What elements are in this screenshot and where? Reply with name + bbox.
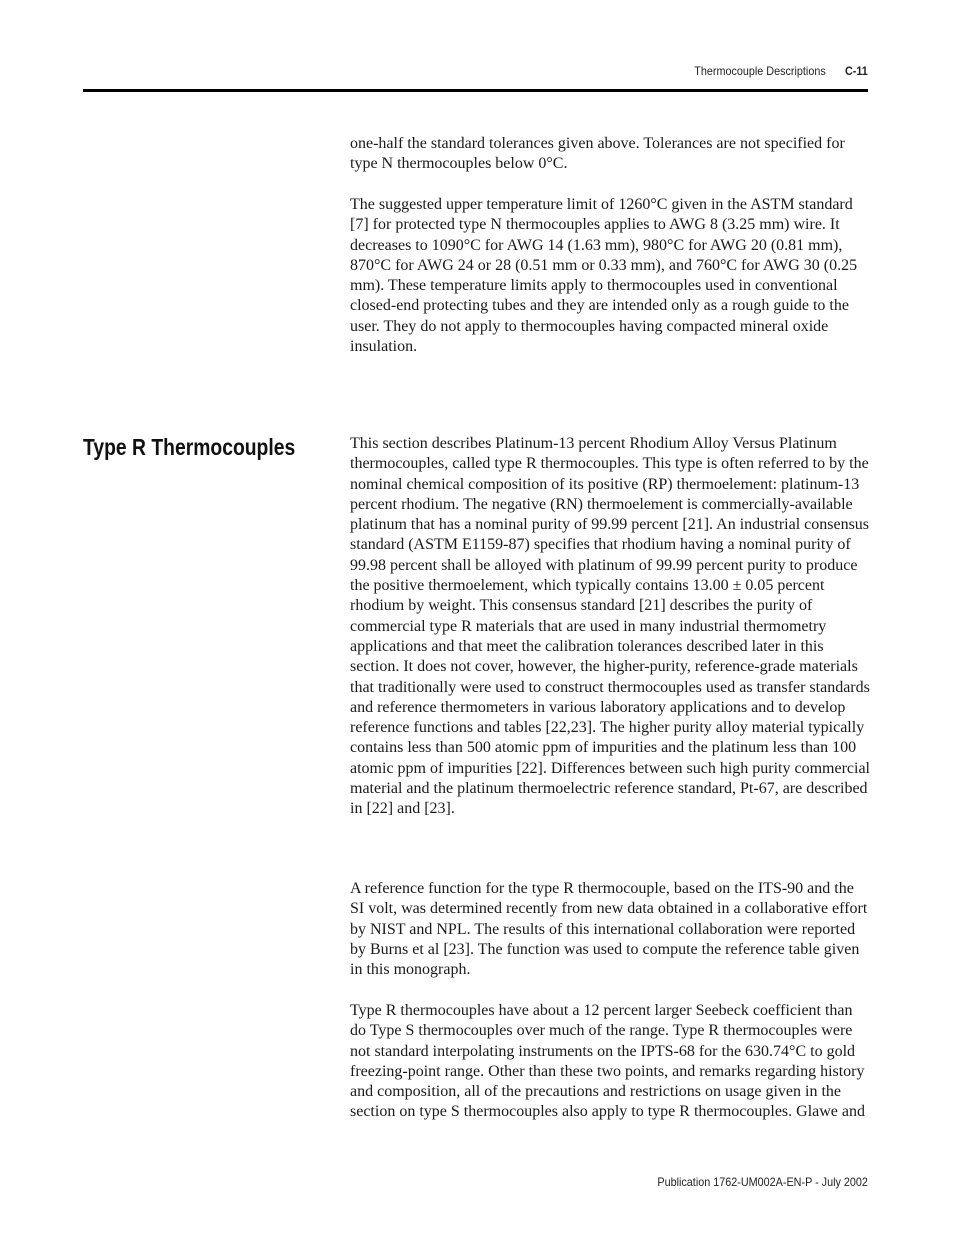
header-rule [83,89,868,92]
chapter-title: Thermocouple Descriptions [694,64,826,78]
section-heading: Type R Thermocouples [83,434,296,460]
publication-footer: Publication 1762-UM002A-EN-P - July 2002 [657,1175,868,1189]
body-paragraph: one-half the standard tolerances given above. Tolerances are not specified for type N thermocouples below 0°C. [350,135,845,173]
body-paragraph: Type R thermocouples have about a 12 percent larger Seebeck coefficient than do Type S thermocouples over much of the range. Type R thermocouples were not standard interpolating instruments on the IPTS-68 for the 630.74°C to gold freezing-point range. Other than these two points, and remarks regarding history and composition, all of the precautions and restrictions on usage given in the section on type S thermocouples also apply to type R thermocouples. Glawe and [350,1002,865,1121]
body-paragraph: This section describes Platinum-13 percent Rhodium Alloy Versus Platinum thermocouples, called type R thermocouples. This type is often referred to by the nominal chemical composition of its positive (RP) thermoelement: platinum-13 percent rhodium. The negative (RN) thermoelement is commercially-available platinum that has a nominal purity of 99.99 percent [21]. An industrial consensus standard (ASTM E1159-87) specifies that rhodium having a nominal purity of 99.98 percent shall be alloyed with platinum of 99.99 percent purity to produce the positive thermoelement, which typically contains 13.00 ± 0.05 percent rhodium by weight. This consensus standard [21] describes the purity of commercial type R materials that are used in many industrial thermometry applications and that meet the calibration tolerances described later in this section. It does not cover, however, the higher-purity, reference-grade materials that traditionally were used to construct thermocouples used as transfer standards and reference thermometers in various laboratory applications and to develop reference functions and tables [22,23]. The higher purity alloy material typically contains less than 500 atomic ppm of impurities and the platinum less than 100 atomic ppm of impurities [22]. Differences between such high purity commercial material and the platinum thermoelectric reference standard, Pt-67, are described in [22] and [23]. [350,435,870,818]
page-number: C-11 [845,64,868,78]
page-header [695,64,868,78]
body-paragraph: The suggested upper temperature limit of 1260°C given in the ASTM standard [7] for protected type N thermocouples applies to AWG 8 (3.25 mm) wire. It decreases to 1090°C for AWG 14 (1.63 mm), 980°C for AWG 20 (0.81 mm), 870°C for AWG 24 or 28 (0.51 mm or 0.33 mm), and 760°C for AWG 30 (0.25 mm). These temperature limits apply to thermocouples used in conventional closed-end protecting tubes and they are intended only as a rough guide to the user. They do not apply to thermocouples having compacted mineral oxide insulation. [350,196,858,356]
body-paragraph: A reference function for the type R thermocouple, based on the ITS-90 and the SI volt, was determined recently from new data obtained in a collaborative effort by NIST and NPL. The results of this international collaboration were reported by Burns et al [23]. The function was used to compute the reference table given in this monograph. [350,880,868,979]
